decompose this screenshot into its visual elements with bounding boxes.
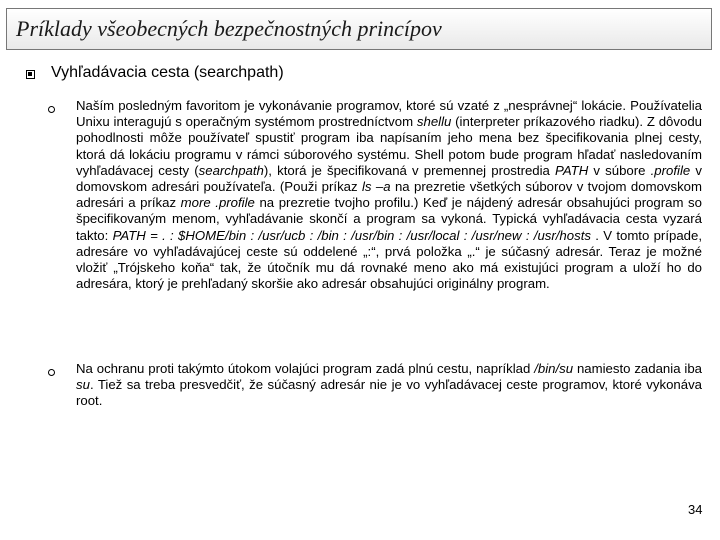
text-segment: Naším posledným favoritom je vykonávanie programov, ktoré sú vzaté z „nesprávnej“ lokácie. Používatelia Unixu interagujú s operačným systémom prostredníctvom [76, 98, 702, 130]
text-segment: . V tomto prípade, adresáre vo vyhľadávajúcej ceste sú oddelené „:“, prvá položka „.“ je súčasný adresár. Teraz je možné vložiť „Trójskeho koňa“ tak, že útočník mu dá rovnaké meno ako má existujúci program a uloží ho do adresára, ktorý je prehľadaný skoršie ako adresár obsahujúci originálny program. [76, 227, 702, 292]
text-segment: Na ochranu proti takýmto útokom volajúci program zadá plnú cestu, napríklad [76, 361, 535, 376]
text-segment: PATH [555, 162, 589, 178]
square-bullet-icon [26, 70, 35, 79]
text-segment: su [76, 377, 90, 393]
text-segment: na prezretie všetkých súborov v tvojom domovskom adresári a príkaz [76, 179, 702, 211]
text-segment: PATH = . : $HOME/bin : /usr/ucb : /bin : /usr/bin : /usr/local : /usr/new : /usr/hosts [112, 227, 591, 243]
title-bar [6, 8, 712, 50]
text-segment: ls –a [361, 179, 391, 195]
bullet-paragraph-1 [76, 98, 702, 292]
text-segment: .profile [650, 162, 691, 178]
slide-title: Príklady všeobecných bezpečnostných princípov [16, 16, 442, 41]
page-number: 34 [688, 502, 703, 517]
text-segment: searchpath [198, 162, 264, 178]
bullet-paragraph-2 [76, 361, 702, 410]
circle-bullet-icon [48, 369, 55, 376]
section-heading: Vyhľadávacia cesta (searchpath) [51, 64, 284, 81]
text-segment: na prezretie tvojho profilu.) Keď je nájdený adresár obsahujúci program so špecifikovaným menom, vyhľadávanie skončí a program sa vykoná. Typická vyhľadávacia cesta vyzará takto: [76, 195, 702, 243]
text-segment: . Tiež sa treba presvedčiť, že súčasný adresár nie je vo vyhľadávacej ceste programov, ktoré vykonáva root. [76, 377, 702, 409]
circle-bullet-icon [48, 106, 55, 113]
text-segment: (interpreter príkazového riadku). Z dôvodu pohodlnosti môže používateľ spustiť program iba napísaním jeho mena bez špecifikovania plnej cesty, ktorá dá lokáciu programu v rámci súborového systému. Shell potom bude program hľadať nasledovaním vyhľadávacej cesty ( [76, 114, 702, 178]
text-segment: namiesto zadania iba [573, 361, 702, 376]
text-segment: /bin/su [534, 361, 574, 376]
text-segment: shellu [416, 114, 452, 130]
text-segment: v domovskom adresári používateľa. (Použi príkaz [76, 162, 702, 195]
text-segment: ), ktorá je špecifikovaná v premennej prostredia [263, 162, 556, 178]
text-segment: more .profile [180, 195, 255, 211]
text-segment: v súbore [588, 162, 651, 178]
